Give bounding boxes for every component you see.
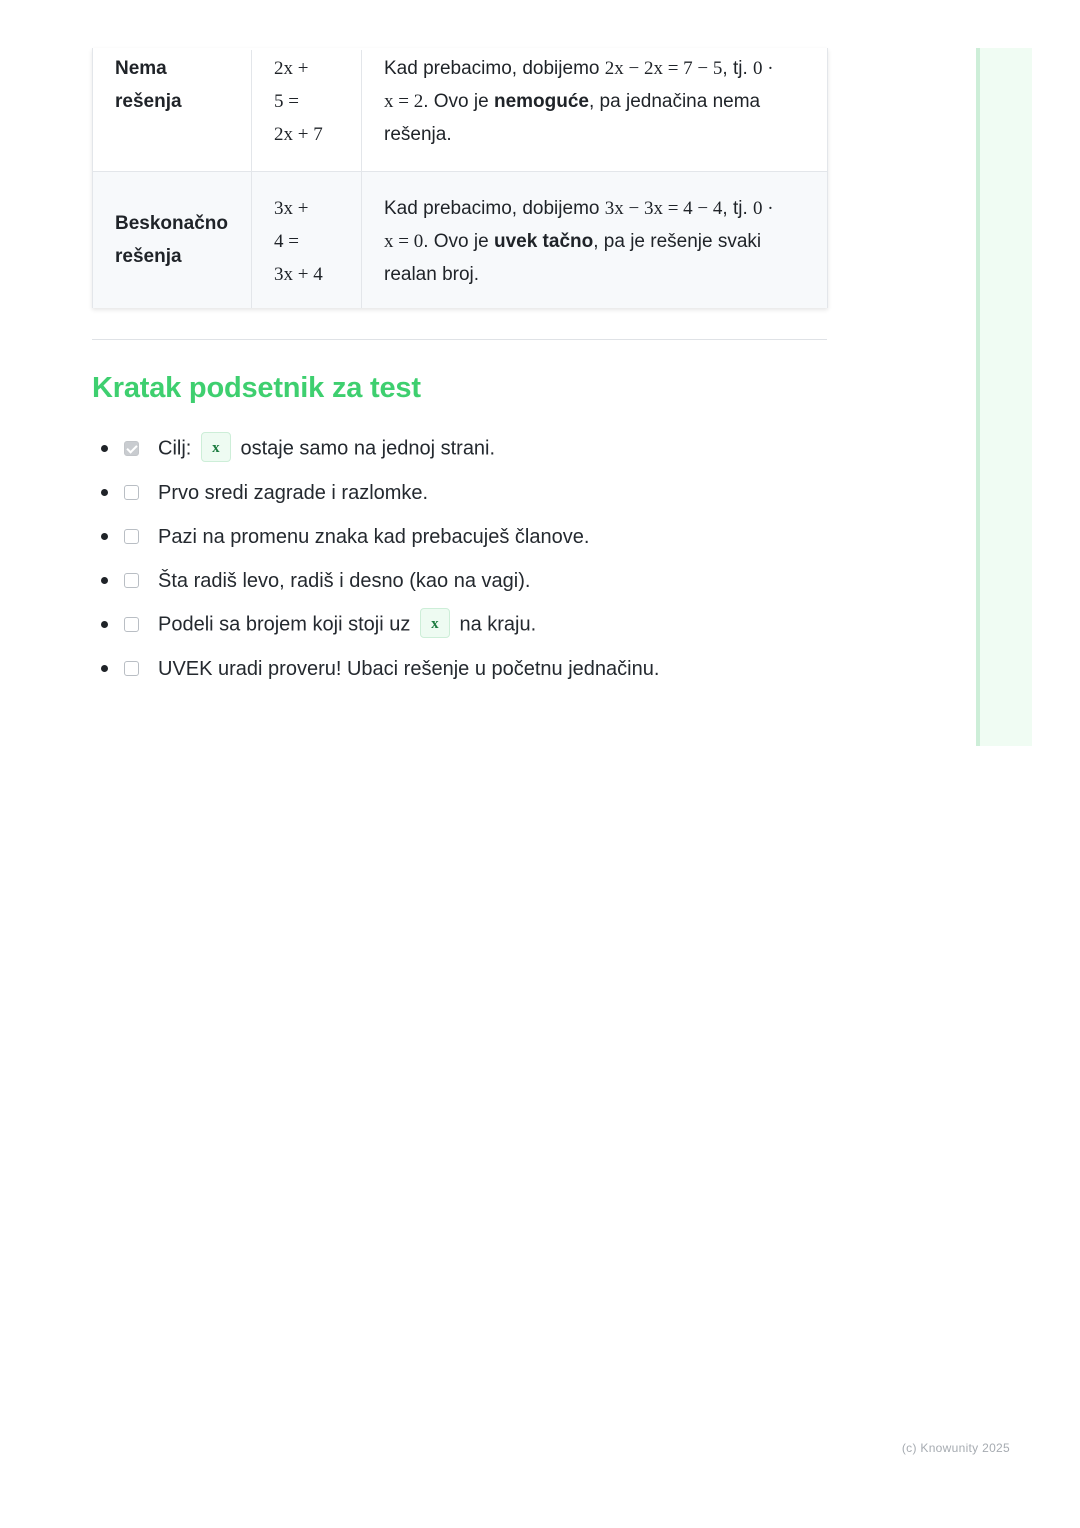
case-label (93, 172, 252, 308)
checklist-item-text: Pazi na promenu znaka kad prebacuješ članove. (158, 525, 590, 548)
case-label (93, 50, 252, 171)
checklist-item-text: Podeli sa brojem koji stoji uz x na kraju. (158, 610, 536, 640)
equation-line: 4 = (274, 231, 299, 252)
checklist-item (92, 427, 852, 471)
checklist-item (92, 471, 852, 515)
checkbox[interactable] (124, 573, 139, 588)
case-label-line: rešenja (115, 246, 182, 267)
explanation-cell (362, 50, 827, 171)
checkbox[interactable] (124, 529, 139, 544)
equation-line: 2x + 7 (274, 124, 323, 145)
bullet-dot (101, 489, 108, 496)
checklist-item-text: UVEK uradi proveru! Ubaci rešenje u početnu jednačinu. (158, 657, 660, 680)
checklist (92, 427, 852, 691)
equation-line: 3x + (274, 198, 309, 219)
table-row (93, 172, 827, 308)
variable-code: x (420, 608, 450, 638)
explanation-cell (362, 172, 827, 308)
explanation-line: Kad prebacimo, dobijemo 2x − 2x = 7 − 5, tj. 0 · (384, 58, 774, 79)
variable-code: x (201, 432, 231, 462)
bullet-dot (101, 533, 108, 540)
checkbox[interactable] (124, 661, 139, 676)
equation-cell (252, 50, 362, 171)
checklist-item (92, 559, 852, 603)
bullet-dot (101, 621, 108, 628)
copyright-footer: (c) Knowunity 2025 (901, 1441, 1010, 1455)
equation-line: 2x + (274, 58, 309, 79)
checklist-item (92, 515, 852, 559)
case-label-line: rešenja (115, 91, 182, 112)
side-note-panel (976, 48, 1032, 746)
bullet-dot (101, 577, 108, 584)
checklist-item (92, 647, 852, 691)
checkbox-checked[interactable] (124, 441, 139, 456)
explanation-line: rešenja. (384, 124, 452, 145)
checklist-item-text: Šta radiš levo, radiš i desno (kao na vagi). (158, 569, 531, 592)
checkbox[interactable] (124, 485, 139, 500)
bullet-dot (101, 665, 108, 672)
explanation-line: Kad prebacimo, dobijemo 3x − 3x = 4 − 4, tj. 0 · (384, 198, 774, 219)
equation-line: 5 = (274, 91, 299, 112)
equation-cell (252, 172, 362, 308)
explanation-line: x = 0. Ovo je uvek tačno, pa je rešenje svaki (384, 231, 762, 252)
bullet-dot (101, 445, 108, 452)
checklist-item-text: Prvo sredi zagrade i razlomke. (158, 481, 429, 504)
explanation-line: x = 2. Ovo je nemoguće, pa jednačina nema (384, 91, 761, 112)
section-divider (92, 339, 827, 340)
equation-line: 3x + 4 (274, 264, 323, 285)
section-heading: Kratak podsetnik za test (92, 372, 421, 404)
case-label-line: Nema (115, 58, 167, 79)
comparison-table (92, 48, 828, 308)
checklist-item-text: Cilj: x ostaje samo na jednoj strani. (158, 434, 495, 464)
case-label-line: Beskonačno (115, 213, 228, 234)
explanation-line: realan broj. (384, 264, 480, 285)
checklist-item (92, 603, 852, 647)
table-row (93, 48, 827, 172)
checkbox[interactable] (124, 617, 139, 632)
